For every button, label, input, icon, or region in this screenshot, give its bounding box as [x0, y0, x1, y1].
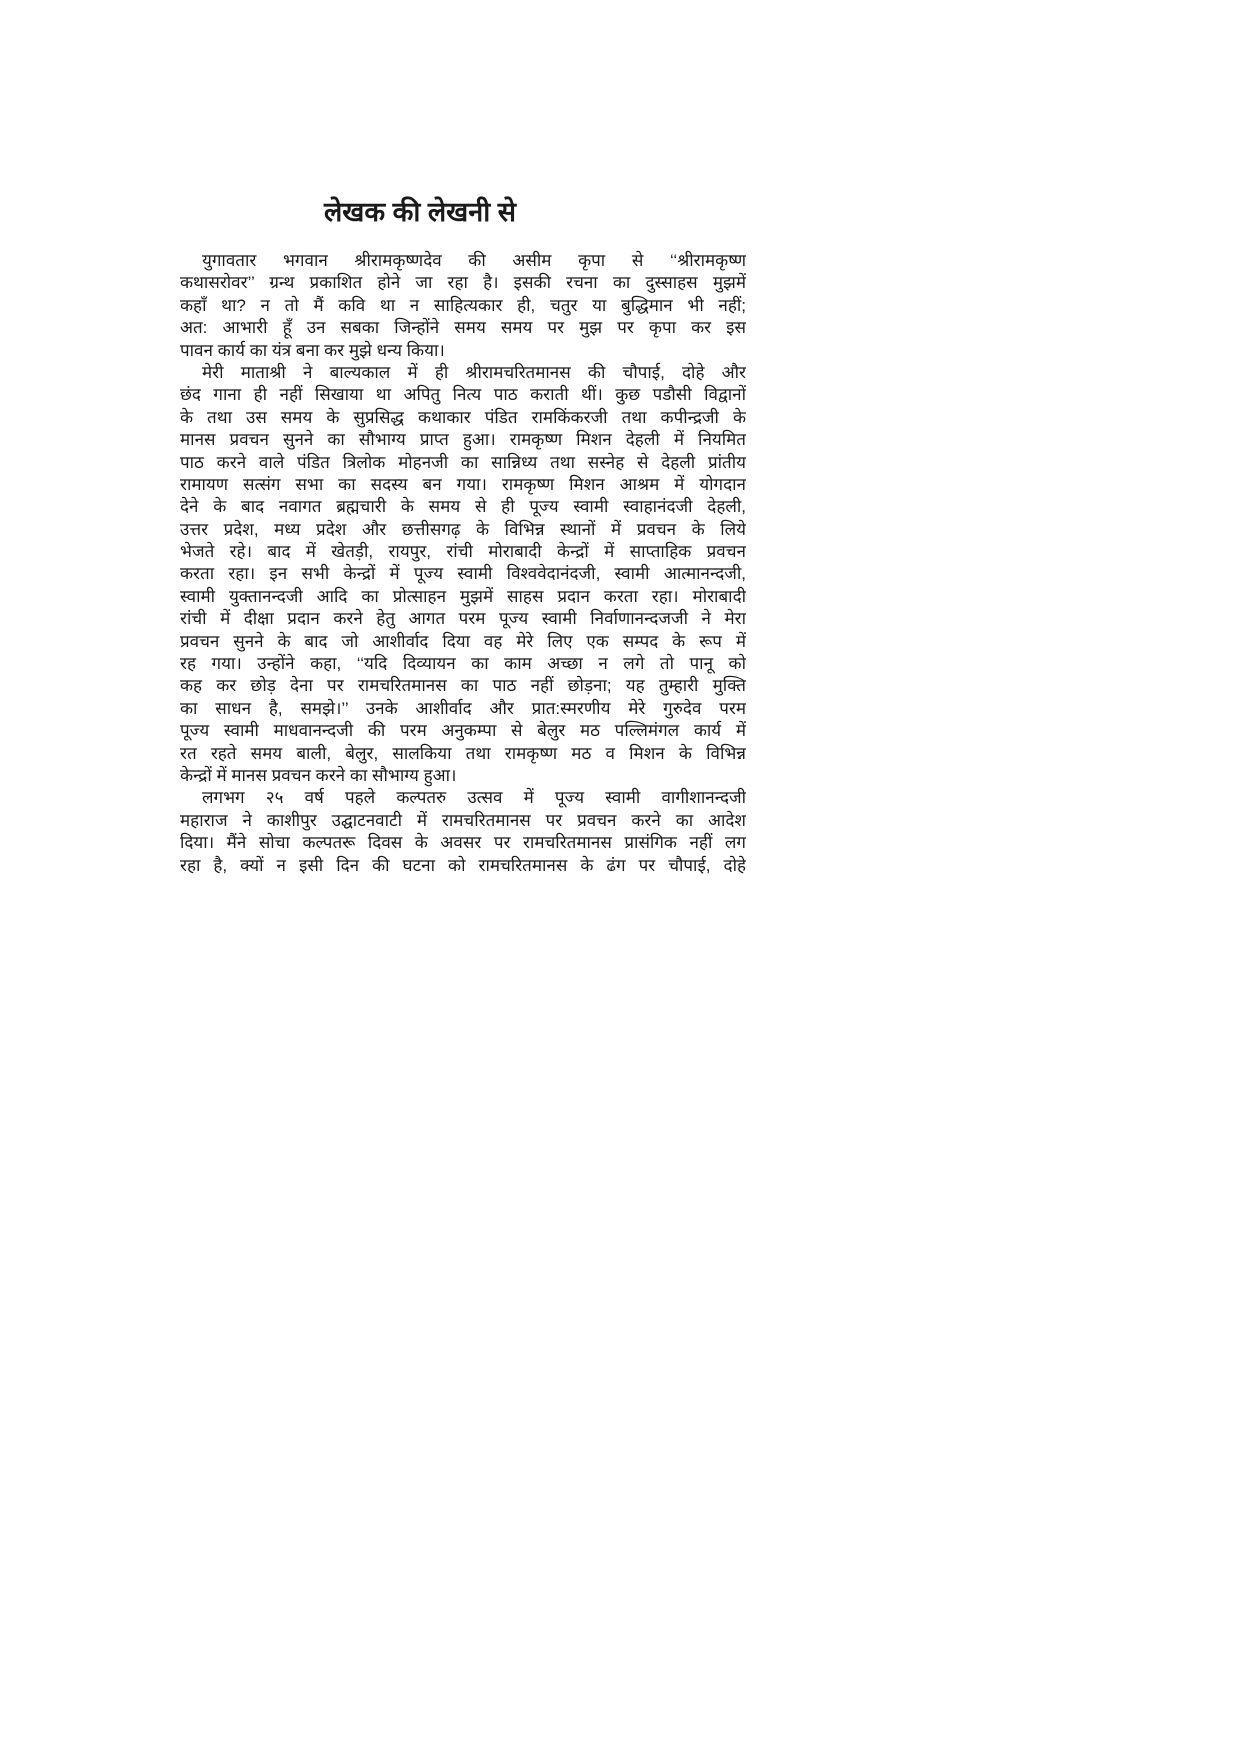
body-text — [180, 250, 746, 877]
text-line: दिया। मैंने सोचा कल्पतरू दिवस के अवसर पर रामचरितमानस प्रासंगिक नहीं लग — [180, 833, 746, 853]
text-line: मेरी माताश्री ने बाल्यकाल में ही श्रीरामचरितमानस की चौपाई, दोहे और — [202, 362, 746, 382]
text-line: कह कर छोड़ देना पर रामचरितमानस का पाठ नहीं छोड़ना; यह तुम्हारी मुक्ति — [180, 676, 746, 696]
text-line: भेजते रहे। बाद में खेतड़ी, रायपुर, रांची मोराबादी केन्द्रों में साप्ताहिक प्रवचन — [180, 542, 746, 562]
text-line: के तथा उस समय के सुप्रसिद्ध कथाकार पंडित रामकिंकरजी तथा कपीन्द्रजी के — [180, 407, 746, 427]
text-line: रहा है, क्यों न इसी दिन की घटना को रामचरितमानस के ढंग पर चौपाई, दोहे — [180, 855, 746, 875]
text-line: मानस प्रवचन सुनने का सौभाग्य प्राप्त हुआ। रामकृष्ण मिशन देहली में नियमित — [180, 430, 746, 450]
text-line: रामायण सत्संग सभा का सदस्य बन गया। रामकृष्ण मिशन आश्रम में योगदान — [180, 474, 746, 494]
text-line: केन्द्रों में मानस प्रवचन करने का सौभाग्य हुआ। — [180, 765, 457, 785]
text-line: लगभग २५ वर्ष पहले कल्पतरु उत्सव में पूज्य स्वामी वागीशानन्दजी — [202, 788, 746, 808]
paragraph — [180, 787, 746, 877]
text-line: रांची में दीक्षा प्रदान करने हेतु आगत परम पूज्य स्वामी निर्वाणानन्दजजी ने मेरा — [180, 609, 746, 629]
text-line: करता रहा। इन सभी केन्द्रों में पूज्य स्वामी विश्ववेदानंदजी, स्वामी आत्मानन्दजी, — [180, 564, 746, 584]
text-line: देने के बाद नवागत ब्रह्मचारी के समय से ही पूज्य स्वामी स्वाहानंदजी देहली, — [180, 497, 746, 517]
paragraph — [180, 362, 746, 787]
text-line: युगावतार भगवान श्रीरामकृष्णदेव की असीम कृपा से ‘‘श्रीरामकृष्ण — [202, 251, 746, 270]
text-line: कथासरोवर’’ ग्रन्थ प्रकाशित होने जा रहा है। इसकी रचना का दुस्साहस मुझमें — [180, 273, 746, 293]
page-title: लेखक की लेखनी से — [324, 197, 516, 227]
text-line: महाराज ने काशीपुर उद्घाटनवाटी में रामचरितमानस पर प्रवचन करने का आदेश — [180, 810, 746, 830]
text-line: अत: आभारी हूँ उन सबका जिन्होंने समय समय पर मुझ पर कृपा कर इस — [180, 318, 746, 338]
text-line: पाठ करने वाले पंडित त्रिलोक मोहनजी का सान्निध्य तथा सस्नेह से देहली प्रांतीय — [180, 452, 746, 472]
paragraph — [180, 250, 746, 362]
text-line: स्वामी युक्तानन्दजी आदि का प्रोत्साहन मुझमें साहस प्रदान करता रहा। मोराबादी — [180, 586, 746, 606]
text-line: पूज्य स्वामी माधवानन्दजी की परम अनुकम्पा से बेलुर मठ पल्लिमंगल कार्य में — [180, 721, 746, 741]
text-line: पावन कार्य का यंत्र बना कर मुझे धन्य किया। — [180, 340, 445, 360]
text-line: कहाँ था? न तो मैं कवि था न साहित्यकार ही, चतुर या बुद्धिमान भी नहीं; — [180, 295, 746, 315]
text-line: का साधन है, समझे।’’ उनके आशीर्वाद और प्रात:स्मरणीय मेरे गुरुदेव परम — [180, 698, 746, 718]
text-line: रह गया। उन्होंने कहा, ‘‘यदि दिव्यायन का काम अच्छा न लगे तो पानू को — [180, 654, 746, 674]
text-line: प्रवचन सुनने के बाद जो आशीर्वाद दिया वह मेरे लिए एक सम्पद के रूप में — [180, 631, 746, 651]
text-line: उत्तर प्रदेश, मध्य प्रदेश और छत्तीसगढ़ के विभिन्न स्थानों में प्रवचन के लिये — [180, 519, 746, 539]
text-line: रत रहते समय बाली, बेलुर, सालकिया तथा रामकृष्ण मठ व मिशन के विभिन्न — [180, 743, 746, 763]
text-line: छंद गाना ही नहीं सिखाया था अपितु नित्य पाठ कराती थीं। कुछ पडौसी विद्वानों — [180, 385, 746, 405]
